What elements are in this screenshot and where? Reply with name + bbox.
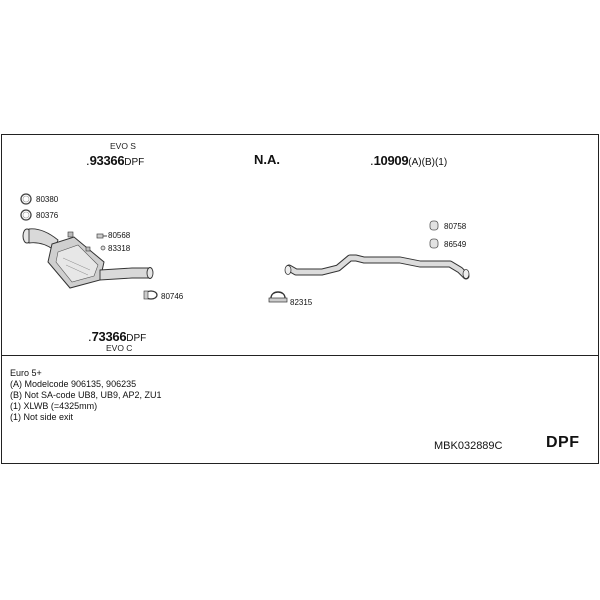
part-label-ring-top: 80380	[36, 195, 59, 204]
part-label-clamp-mid: 82315	[290, 298, 313, 307]
part-label-nut: 83318	[108, 244, 131, 253]
part-number-prefix: .	[370, 153, 374, 168]
rubber-mount-icon	[430, 239, 438, 248]
part-number-main: 73366	[91, 329, 127, 344]
part-variant-bottom: EVO C	[106, 343, 133, 353]
part-variant-top: EVO S	[110, 141, 136, 151]
o-ring-icon	[21, 210, 31, 220]
note-line: (A) Modelcode 906135, 906235	[10, 379, 137, 389]
rubber-mount-icon	[430, 221, 438, 230]
nut-icon	[101, 246, 105, 250]
note-line: (1) Not side exit	[10, 412, 74, 422]
pipe-icon	[285, 258, 469, 279]
part-label-mount-b: 86549	[444, 240, 467, 249]
part-number-suffix: DPF	[124, 157, 145, 168]
note-line: (B) Not SA-code UB8, UB9, AP2, ZU1	[10, 390, 162, 400]
part-label-clamp-left: 80746	[161, 292, 184, 301]
catalyst-dpf-icon	[23, 229, 153, 288]
dpf-badge: DPF	[546, 434, 580, 451]
part-number-suffix: DPF	[126, 333, 147, 344]
note-line: (1) XLWB (=4325mm)	[10, 401, 98, 411]
part-label-ring-bottom: 80376	[36, 211, 59, 220]
not-available-label: N.A.	[254, 152, 280, 167]
part-number-suffix: (A)(B)(1)	[408, 157, 448, 168]
notes-list	[10, 368, 162, 423]
kit-code: MBK032889C	[434, 440, 503, 452]
part-label-mount-a: 80758	[444, 222, 467, 231]
part-number-main: 10909	[373, 153, 409, 168]
note-line: Euro 5+	[10, 368, 42, 378]
clamp-icon	[269, 292, 287, 302]
part-number-prefix: .	[88, 329, 92, 344]
part-label-bolt: 80568	[108, 231, 131, 240]
part-number-prefix: .	[86, 153, 90, 168]
part-number-main: 93366	[89, 153, 125, 168]
clamp-icon	[144, 291, 157, 299]
bolt-icon	[97, 234, 107, 238]
o-ring-icon	[21, 194, 31, 204]
